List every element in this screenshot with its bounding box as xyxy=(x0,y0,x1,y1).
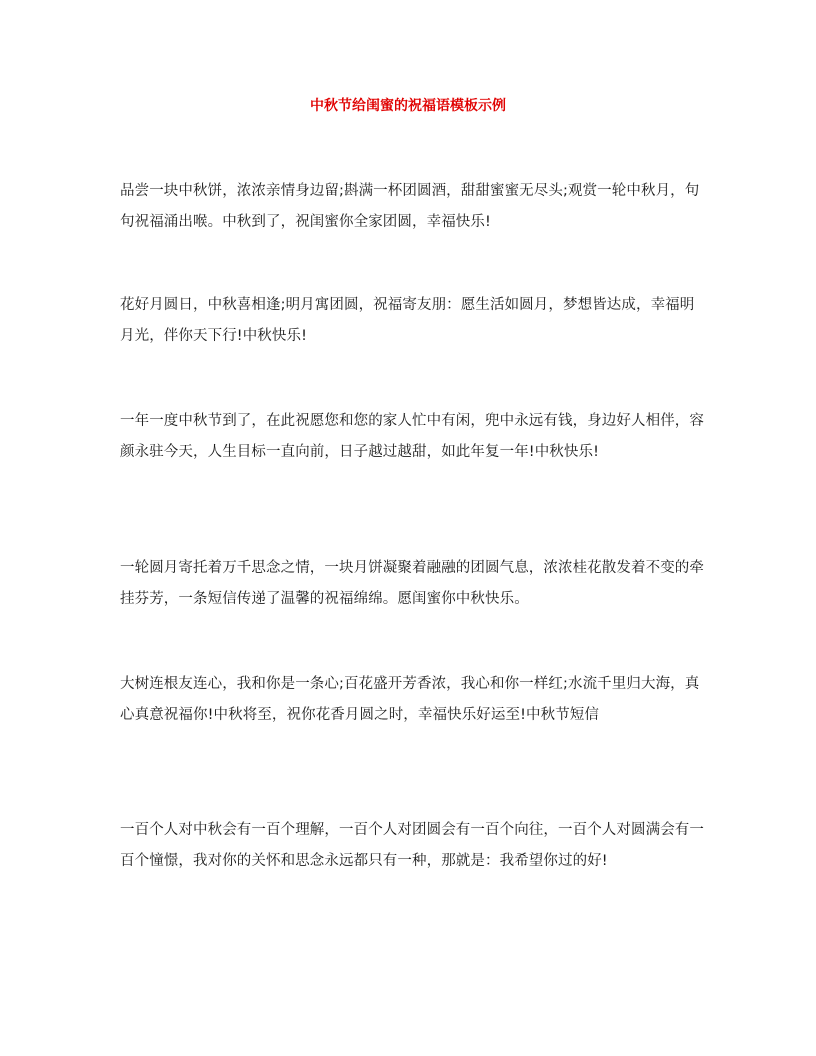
paragraph-1: 品尝一块中秋饼，浓浓亲情身边留;斟满一杯团圆酒，甜甜蜜蜜无尽头;观赏一轮中秋月，句句祝福涌出喉。中秋到了，祝闺蜜你全家团圆，幸福快乐! xyxy=(120,183,700,230)
document-title: 中秋节给闺蜜的祝福语模板示例 xyxy=(310,98,506,114)
paragraph-5: 大树连根友连心，我和你是一条心;百花盛开芳香浓，我心和你一样红;水流千里归大海，真心真意祝福你!中秋将至，祝你花香月圆之时，幸福快乐好运至!中秋节短信 xyxy=(120,676,700,723)
paragraph-2: 花好月圆日，中秋喜相逢;明月寓团圆，祝福寄友朋：愿生活如圆月，梦想皆达成，幸福明月光，伴你天下行!中秋快乐! xyxy=(120,297,695,344)
paragraph-4: 一轮圆月寄托着万千思念之情，一块月饼凝聚着融融的团圆气息，浓浓桂花散发着不变的牵挂芬芳，一条短信传递了温馨的祝福绵绵。愿闺蜜你中秋快乐。 xyxy=(120,560,704,607)
paragraph-6: 一百个人对中秋会有一百个理解，一百个人对团圆会有一百个向往，一百个人对圆满会有一百个憧憬，我对你的关怀和思念永远都只有一种，那就是：我希望你过的好! xyxy=(120,822,704,869)
paragraph-3: 一年一度中秋节到了，在此祝愿您和您的家人忙中有闲，兜中永远有钱，身边好人相伴，容颜永驻今天，人生目标一直向前，日子越过越甜，如此年复一年!中秋快乐! xyxy=(120,413,704,460)
